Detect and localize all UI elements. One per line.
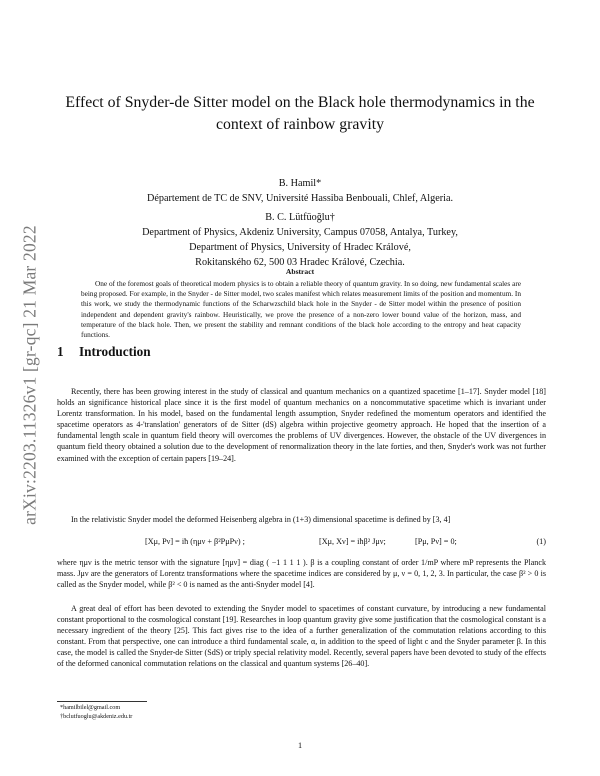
author-affiliation: Department of Physics, University of Hradec Králové,	[189, 242, 411, 253]
section-title: Introduction	[79, 344, 151, 359]
equation-part: [Xμ, Pν] = iħ (ημν + β²PμPν) ;	[145, 537, 245, 546]
abstract-heading: Abstract	[285, 267, 315, 276]
section-number: 1	[57, 344, 64, 359]
page-number: 1	[297, 741, 303, 750]
paragraph: A great deal of effort has been devoted to extending the Snyder model to spacetimes of constant curvature, by introducing a new fundamental constant proportional to the cosmological constant [19]. Researches in loop quantum gravity give some justification that the cosmological constant is a necessary ingredient of the theory [25]. This fact gives rise to the idea of a further generalization of the commutation relations according to this constant. From that perspective, one can introduce a third fundamental scale, α, in addition to the speed of light c and the Snyder parameter β. In this case, the model is called the Snyder-de Sitter (SdS) or triply special relativity model. Recently, several papers have been devoted to study of the effects of the deformed canonical commutation relations on the classical and quantum systems [26–40].	[57, 604, 546, 669]
abstract-text: One of the foremost goals of theoretical modern physics is to obtain a reliable theory of quantum gravity. In so doing, new fundamental scales are being proposed. For example, in the Snyder - de Sitter model, two scales manifest which relates measurement limits of the position and momentum. In this work, we study the thermodynamic functions of the Scharwzschild black hole in the Snyder - de Sitter model within the presence of position independent and dependent gravity's rainbow. Heuristically, we prove the presence of a non-zero lower bound value of the horizon, mass, and temperature of the black hole. Then, we present the stability and remnant conditions of the black hole according to the entropy and heat capacity functions.	[81, 279, 521, 340]
arxiv-identifier: arXiv:2203.11326v1 [gr-qc] 21 Mar 2022	[19, 225, 40, 525]
author-affiliation: Department of Physics, Akdeniz University, Campus 07058, Antalya, Turkey,	[142, 227, 458, 238]
author-name: B. C. Lütfüoğlu†	[265, 212, 335, 223]
paragraph: In the relativistic Snyder model the deformed Heisenberg algebra in (1+3) dimensional spacetime is defined by [3, 4]	[71, 515, 451, 524]
author-affiliation: Rokitanského 62, 500 03 Hradec Králové, Czechia.	[195, 257, 405, 268]
author-name: B. Hamil*	[278, 178, 322, 189]
footnote: †bclutfuoglu@akdeniz.edu.tr	[60, 713, 133, 720]
equation-part: [Pμ, Pν] = 0;	[415, 537, 457, 546]
equation-part: [Xμ, Xν] = iħβ² Jμν;	[319, 537, 386, 546]
paper-title: Effect of Snyder-de Sitter model on the Black hole thermodynamics in the context of rainbow gravity	[65, 94, 535, 133]
equation-label: (1)	[536, 537, 546, 546]
paragraph: Recently, there has been growing interest in the study of classical and quantum mechanics on a quantized spacetime [1–17]. Snyder model [18] holds an significance historical place since it is the first model of quantum mechanics on a noncommutative spacetime which is invariant under Lorentz transformation. In his model, based on the fundamental length assumption, Snyder redefined the momentum operators and identified the spacetime operators as 4-'translation' generators of de Sitter (dS) algebra within projective geometry approach. He hoped that the insertion of a fundamental length scale in quantum field theory will overcomes the problems of UV divergences. However, the obstacle of the UV divergences in quantum field theory obtained a solution due to the development of renormalization theory in the late forties, and then, Snyder's work was not further examined with the exception of certain papers [19–24].	[57, 387, 546, 463]
section-heading	[57, 344, 151, 360]
footnote-rule	[57, 701, 147, 702]
author-affiliation: Département de TC de SNV, Université Hassiba Benbouali, Chlef, Algeria.	[146, 193, 454, 204]
paragraph: where ημν is the metric tensor with the signature [ημν] = diag ( −1 1 1 1 ). β is a coupling constant of order 1/mP where mP represents the Planck mass. Jμν are the generators of Lorentz transformations where the spacetime indices are considered by μ, ν = 0, 1, 2, 3. In particular, the case β² > 0 is called as the Snyder model, while β² < 0 is named as the anti-Snyder model [4].	[57, 558, 546, 590]
equation-1	[57, 537, 546, 551]
footnote: *hamilbilel@gmail.com	[60, 704, 121, 711]
